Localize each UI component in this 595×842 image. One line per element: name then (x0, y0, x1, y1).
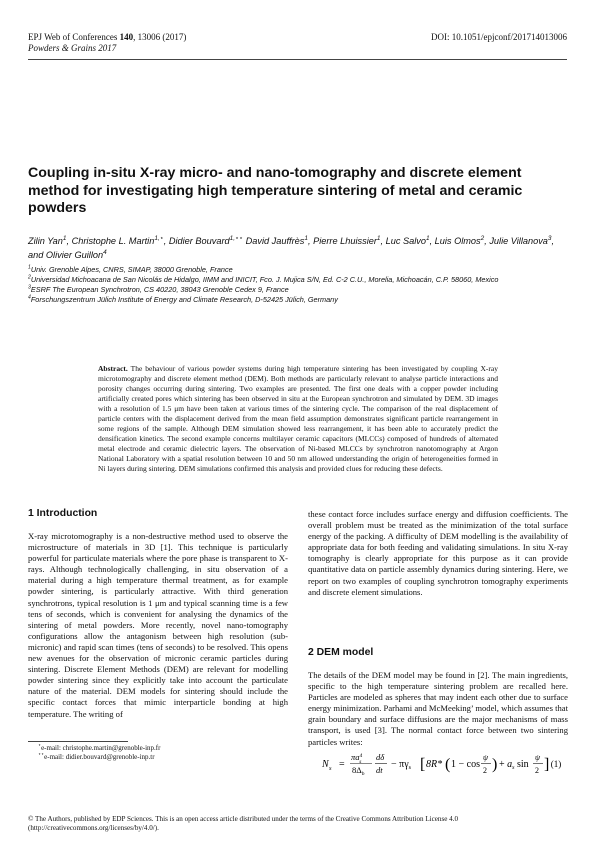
author-name: Luis Olmos (434, 236, 481, 246)
footnotes (28, 744, 288, 762)
right-bracket: ] (544, 756, 550, 773)
author-affiliation-mark: 2 (480, 234, 485, 242)
footnote-email: e-mail: christophe.martin@grenoble-inp.fr (41, 744, 161, 752)
volume-number: 140 (119, 32, 134, 42)
author-separator: , (429, 236, 435, 246)
affiliation-number: 2 (28, 274, 31, 281)
dem-model-text: The details of the DEM model may be found in [2]. The main ingredients, specific to the high temperature sintering problem are recalled here. Particles are modeled as spheres that may indent each other due to surface energy minimization. Parhami and McMeeking’ model, which assumes that grain boundary and surface diffusions are the major mechanisms of mass transport, is used [3]. The normal contact force between two sintering particles writes: (308, 670, 568, 747)
copyright-notice: © The Authors, published by EDP Sciences. This is an open access article distributed under the terms of the Creative Commons Attribution License 4.0 (http://creativecommons.org/licenses/by/4.0/). (28, 815, 459, 833)
author-separator: , (484, 236, 490, 246)
right-paren: ) (492, 756, 498, 773)
author-affiliation-mark: 1 (62, 234, 67, 242)
fraction-1-numerator: $\pi a^4$ s (351, 752, 363, 765)
left-bracket: [ (420, 756, 426, 773)
author-affiliation-mark: 1 (425, 234, 430, 242)
author-name: Zilin Yan (28, 236, 63, 246)
doi-header: DOI: 10.1051/epjconf/201714013006 (431, 32, 567, 42)
left-paren: ( (445, 756, 451, 773)
author-name: Didier Bouvard (168, 236, 230, 246)
author-name: Pierre Lhuissier (313, 236, 377, 246)
affiliation-item (28, 265, 568, 275)
equation-lhs-subscript: s (329, 765, 332, 772)
author-name: Olivier Guillon (45, 250, 104, 260)
footnote-item (28, 744, 288, 753)
equation-number: (1) (550, 759, 562, 769)
affiliation-item (28, 285, 568, 295)
header-rule (28, 59, 567, 60)
author-name: Luc Salvo (385, 236, 426, 246)
psi-denominator-1: 2 (483, 766, 487, 775)
psi-denominator-2: 2 (535, 766, 539, 775)
affiliation-item (28, 275, 568, 285)
paper-title: Coupling in-situ X-ray micro- and nano-tomography and discrete element method for investigating high temperature sintering of metal and ceramic powders (28, 165, 523, 216)
author-list (28, 234, 568, 262)
author-affiliation-mark: 1 (304, 234, 308, 242)
abstract-text: The behaviour of various powder systems during high temperature sintering has been investigated by coupling X-ray microtomography and discrete element method (DEM). Both methods are particularly relevant to analyse particle interactions and porosity changes occurring during sintering. Two examples are presented. The first one deals with a copper powder including artificially created pores which sintering has been observed in situ at the European synchrotron and simulated by DEM. 3D images with a resolution of 1.5 μm have been taken at various times of the sintering cycle. The comparison of the real displacement of particle centers with the displacement derived from the mean field assumption demonstrates significant particle rearrangement in some regions of the sample. Although DEM simulation showed less rearrangement, it has been able to accurately predict the densification kinetics. The second example concerns multilayer ceramic capacitors (MLCCs) composed of hundreds of alternated metal electrode and ceramic dielectric layers. The observation of Ni-based MLCCs by synchrotron nanotomography at Argon National Laboratory with a spatial resolution between 10 and 50 nm allowed understanding the origin of heterogeneities formed in Ni layers during sintering. DEM simulations confirmed this analysis and provided clues for reducing these defects. (98, 364, 498, 474)
fraction-1-denominator: $8\Delta_b$ (352, 765, 365, 777)
author-affiliation-mark: 1,⋆ (154, 234, 164, 242)
conference-name: Powders & Grains 2017 (28, 43, 117, 53)
affiliation-item (28, 295, 568, 305)
footnote-mark: ⋆ (38, 743, 42, 749)
author-name: Julie Villanova (489, 236, 548, 246)
footnote-rule (28, 741, 128, 742)
author-affiliation-mark: 1,⋆⋆ (229, 234, 244, 242)
affiliation-text: Universidad Michoacana de San Nicolás de Hidalgo, IIMM and INICIT, Fco. J. Mujica S/N, Ed. C-2 C.U., Morelia, Michoacán, C.P. 58060, Mexico (30, 275, 499, 285)
fraction-2-numerator: dδ (376, 752, 385, 762)
author-separator: , (66, 236, 72, 246)
one-minus-cos: 1 − cos (451, 759, 480, 770)
footnote-email: e-mail: didier.bouvard@grenoble-inp.tr (44, 753, 155, 761)
author-name: Christophe L. Martin (71, 236, 155, 246)
author-separator: , (307, 236, 314, 246)
introduction-text: X-ray microtomography is a non-destructive method used to observe the microstructure of materials in 3D [1]. This technique is particularly powerful for particulate materials where the pore phase is transparent to X-rays. Although technologically challenging, in situ observation of a material during a high temperature thermal treatment, as for example powder sintering, is particularly attractive. With third generation synchrotrons, typical resolution is 1 μm and typical scanning time is a few tens of seconds, which is convenient for analysing the dynamics of the sintering of metal powders. More recently, novel nano-tomography configurations allow the antagonism between high resolution (sub-micronic) and rapid scan times (tens of seconds) to be resolved. This opens new avenues for the observation of micronic ceramic particles during sintering. Discrete Element Methods (DEM) are relevant for modelling powder sintering since they explicitly take into account the particulate nature of the material. DEM models for sintering should include the specific contact forces that mimic interparticle bonding at high temperature. The writing of (28, 531, 288, 719)
footnote-mark: ⋆⋆ (38, 752, 45, 758)
psi-numerator-2: ψ (535, 753, 540, 762)
running-header-left (28, 32, 186, 54)
affiliation-number: 4 (28, 294, 31, 301)
affiliation-text: ESRF The European Synchrotron, CS 40220, 38043 Grenoble Cedex 9, France (30, 285, 289, 295)
psi-numerator-1: ψ (483, 753, 488, 762)
author-name: David Jauffrès (245, 236, 305, 246)
footnote-item (28, 753, 288, 762)
plus-term: + $a_s$ sin (499, 759, 529, 771)
equation-1 (320, 749, 568, 777)
equals-sign: = (339, 759, 345, 770)
abstract (98, 364, 498, 475)
equation-lhs: N (322, 759, 329, 770)
affiliation-list (28, 265, 568, 305)
author-affiliation-mark: 4 (103, 248, 107, 256)
affiliation-text: Univ. Grenoble Alpes, CNRS, SIMAP, 38000 Grenoble, France (30, 265, 233, 274)
affiliation-number: 3 (28, 284, 31, 291)
equation-1-formula (320, 749, 568, 777)
author-separator: , (163, 236, 169, 246)
author-affiliation-mark: 1 (376, 234, 381, 242)
section-heading-introduction: 1 Introduction (28, 508, 98, 519)
affiliation-text: Forschungszentrum Jülich Institute of Energy and Climate Research, D-52425 Jülich, Germany (30, 295, 338, 305)
affiliation-number: 1 (28, 264, 31, 271)
author-separator: , and (28, 236, 555, 260)
right-column-continuation: these contact force includes surface energy and diffusion coefficients. The overall problem must be treated as the minimization of the total surface energy of the packing. A difficulty of DEM modelling is the availability of appropriate data for both feeding and validating simulations. In situ X-ray tomography is clearly appropriate for this purpose as it can provide quantitative data on particle assembly dynamics during sintering. Here, we report on two examples of coupling synchrotron tomography experiments and discrete element simulations. (308, 509, 568, 597)
bracket-term-1: 8R* (426, 759, 443, 770)
journal-line: EPJ Web of Conferences 140, 13006 (2017) (28, 32, 187, 42)
minus-term: − $\pi\gamma_s$ (391, 759, 411, 771)
abstract-label: Abstract. (98, 364, 128, 373)
fraction-2-denominator: dt (376, 765, 383, 775)
author-separator: , (380, 236, 386, 246)
section-heading-dem-model: 2 DEM model (308, 647, 374, 658)
author-affiliation-mark: 3 (547, 234, 552, 242)
